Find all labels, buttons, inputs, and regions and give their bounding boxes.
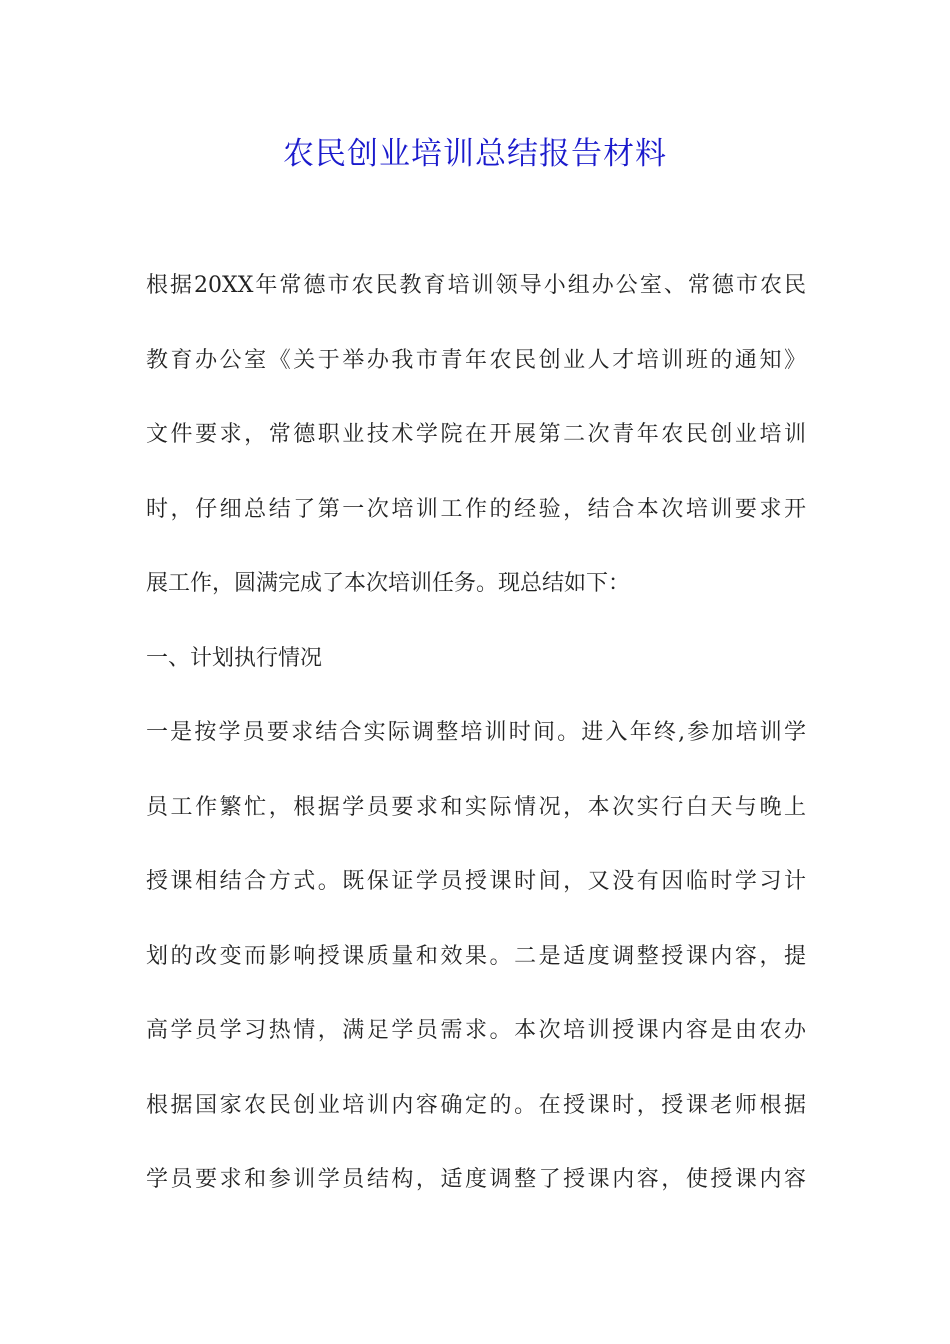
document-title: 农民创业培训总结报告材料 — [283, 136, 667, 172]
body-line: 高学员学习热情，满足学员需求。本次培训授课内容是由农办 — [146, 1018, 806, 1043]
body-line: 员工作繁忙，根据学员要求和实际情况，本次实行白天与晚上 — [146, 794, 806, 820]
body-line: 展工作，圆满完成了本次培训任务。现总结如下： — [146, 571, 631, 596]
body-line: 时，仔细总结了第一次培训工作的经验，结合本次培训要求开 — [146, 496, 806, 522]
body-line: 划的改变而影响授课质量和效果。二是适度调整授课内容，提 — [146, 943, 806, 969]
body-line: 文件要求，常德职业技术学院在开展第二次青年农民创业培训 — [146, 422, 806, 447]
body-line: 一是按学员要求结合实际调整培训时间。进入年终,参加培训学 — [146, 720, 806, 745]
body-line: 授课相结合方式。既保证学员授课时间，又没有因临时学习计 — [146, 869, 806, 894]
body-line: 根据20XX年常德市农民教育培训领导小组办公室、常德市农民 — [146, 273, 806, 298]
body-line: 根据国家农民创业培训内容确定的。在授课时，授课老师根据 — [146, 1092, 806, 1118]
body-line: 学员要求和参训学员结构，适度调整了授课内容，使授课内容 — [146, 1167, 806, 1192]
body-line: 教育办公室《关于举办我市青年农民创业人才培训班的通知》 — [146, 347, 806, 373]
section-heading: 一、计划执行情况 — [146, 645, 323, 671]
document-body — [146, 260, 806, 1229]
